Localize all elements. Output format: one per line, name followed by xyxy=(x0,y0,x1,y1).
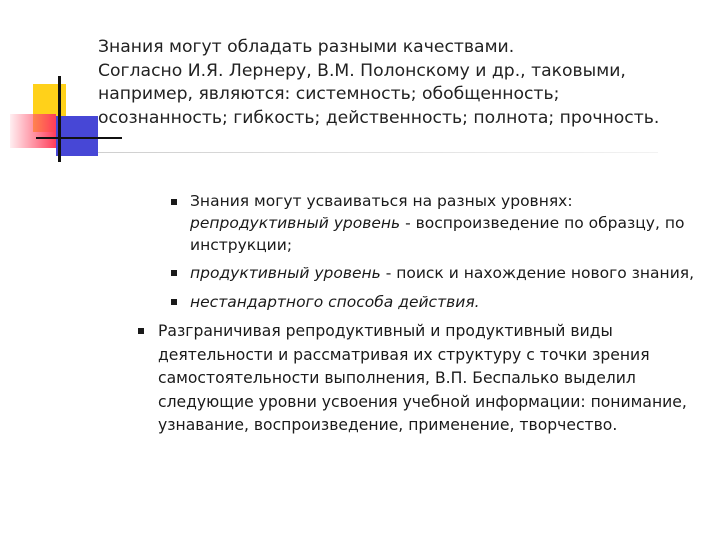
bullet-icon xyxy=(171,270,177,276)
title-line: Согласно И.Я. Лернеру, В.М. Полонскому и др., таковыми, xyxy=(98,60,626,81)
list-item-levels xyxy=(190,190,684,256)
main-paragraph xyxy=(158,320,687,438)
term-productive-definition: - поиск и нахождение нового знания, xyxy=(380,264,695,282)
paragraph-line: Разграничивая репродуктивный и продуктивный виды xyxy=(158,322,613,340)
title-line: например, являются: системность; обобщенность; xyxy=(98,84,560,104)
paragraph-line: самостоятельности выполнения, В.П. Беспалько выделил xyxy=(158,369,636,387)
bullet-icon xyxy=(171,299,177,305)
paragraph-line: следующие уровни усвоения учебной информации: понимание, xyxy=(158,392,687,411)
term-productive: продуктивный уровень xyxy=(190,264,381,282)
decor-vertical-line xyxy=(58,76,61,162)
title-line: осознанность; гибкость; действенность; полнота; прочность. xyxy=(98,107,660,128)
list-item-nonstandard xyxy=(190,291,480,313)
term-reproductive-definition: - воспроизведение по образцу, по xyxy=(400,214,685,232)
list-item-productive xyxy=(190,262,694,284)
item-line: нестандартного способа действия. xyxy=(190,293,480,311)
term-reproductive: репродуктивный уровень xyxy=(190,214,401,232)
bullet-icon xyxy=(138,328,144,334)
decor-red-square xyxy=(10,114,56,148)
paragraph-line: деятельности и рассматривая их структуру с точки зрения xyxy=(158,345,650,364)
bullet-icon xyxy=(171,199,177,205)
title-separator xyxy=(98,152,658,153)
title-line: Знания могут обладать разными качествами. xyxy=(98,37,515,57)
item-line xyxy=(190,262,694,284)
item-line xyxy=(190,212,684,234)
slide-title xyxy=(98,36,698,130)
item-line: инструкции; xyxy=(190,236,293,254)
decor-horizontal-line xyxy=(36,137,122,139)
item-line: Знания могут усваиваться на разных уровнях: xyxy=(190,192,573,210)
paragraph-line: узнавание, воспроизведение, применение, творчество. xyxy=(158,416,618,434)
decor-blue-square xyxy=(56,116,98,156)
